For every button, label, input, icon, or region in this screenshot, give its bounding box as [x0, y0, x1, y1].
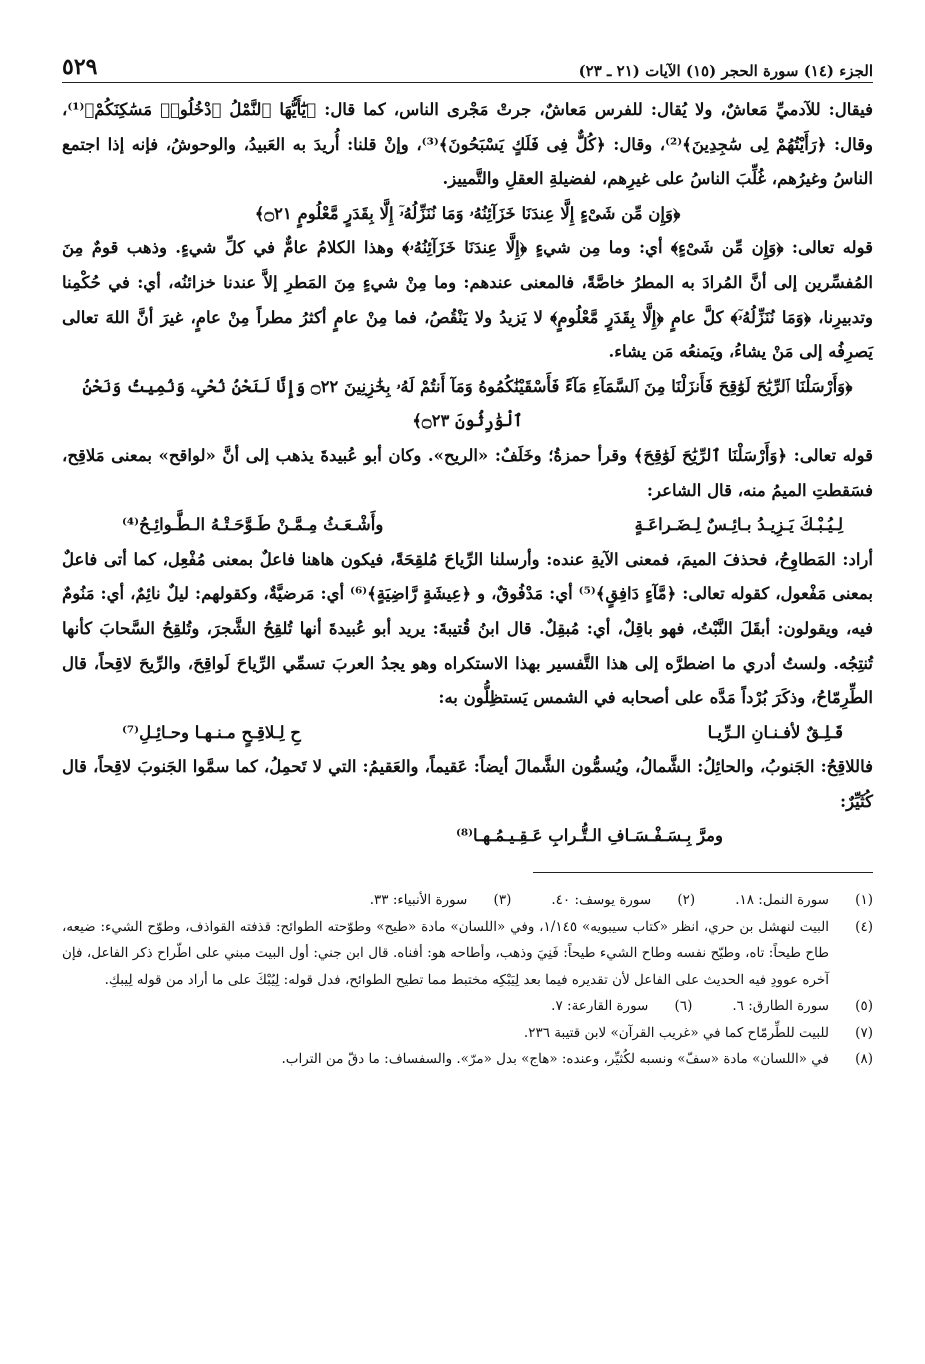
footnote-text: سورة القارعة: ٧.	[551, 998, 649, 1015]
footnote-text: في «اللسان» مادة «سفّ» ونسبه لكُثيِّر، وعنده: «هاج» بدل «مرّ». والسفساف: ما دقّ من التراب.	[281, 1051, 829, 1068]
footnote-1	[735, 887, 873, 914]
paragraph-3: قوله تعالى: ﴿وَأَرْسَلْنَا ٱلرِّيَٰحَ لَوَٰقِحَ﴾ وقرأ حمزةُ؛ وخَلَفٌ: «الريح». وكان أبو عُبيدةَ يذهب إلى أنَّ «لواقح» بمعنى مَلاقِح، فسَقطتِ الميمُ منه، قال الشاعر:	[62, 445, 873, 500]
footnote-number: (٨)	[855, 1051, 873, 1068]
footnote-text: البيت لنهشل بن حري، انظر «كتاب سيبويه» ١/١٤٥، وفي «اللسان» مادة «طيح» وطوّحته الطوائح: قذفته القواذف، وطوّح الشيء: ضيعه، طاح طيحاً: تاه، وطيّح نفسه وطاح الشيء طيحاً: فَنِيَ وذهب، وأطاحه هو: أفناه. قال ابن جني: أول البيت مبني على اطّراح ذكر الفاعل، فإن آخره عوودِ فيه الحديث على الفاعل لأن تقديره فيما بعد لِيَبْكِه مختبط مما تطيح الطوائح، فدل قوله: لِيُبْكَ على ما أراد من قوله لِيبكِ.	[62, 918, 829, 988]
paragraph-4: أراد: المَطاوِحُ، فحذفَ الميمَ، فمعنى الآيةِ عنده: وأرسلنا الرِّياحَ مُلقِحَةً، فيكون هاهنا فاعلٌ بمعنى مُفْعِل، كما أتى فاعلٌ بمعنى مَفْعول، كقوله تعالى: ﴿مَّآءٍ دَافِقٍ﴾⁽⁵⁾ أي: مَدْفُوقٌ، و ﴿عِيشَةٍ رَّاضِيَةٍ﴾⁽⁶⁾ أي: مَرضيَّةٌ، وكقولهم: ليلٌ نائِمٌ، أي: مَنُومٌ فيه، ويقولون: أبقَلَ النَّبْتُ، فهو باقِلٌ، أي: مُبقِلٌ. قال ابنُ قُتيبةَ: يريد أبو عُبيدةَ أنها تُلقِحُ الشَّجرَ، وتُلقِحُ السَّحابَ كأنها تُنتِجُه. ولستُ أدري ما اضطرَّه إلى هذا التَّفسير بهذا الاستكراه وهو يجدُ العربَ تسمِّي الرِّياحَ لَواقِحَ، والرِّيحَ لاقِحاً، قال الطِّرِمّاحُ، وذكَرَ بُرْداً مَدَّه على أصحابه في الشمس يَستظِلُّون به:	[62, 549, 873, 708]
footnotes	[62, 887, 873, 1073]
footnote-number: (٤)	[855, 918, 873, 935]
main-text	[62, 93, 873, 854]
quran-verse-21: ﴿وَإِن مِّن شَىْءٍ إِلَّا عِندَنَا خَزَآئِنُهُۥ وَمَا نُنَزِّلُهُۥٓ إِلَّا بِقَدَرٍ مَّعْلُومٍ ۝٢١﴾	[254, 203, 681, 223]
poem-couplet-2	[62, 716, 873, 751]
footnote-number: (٣)	[493, 892, 512, 909]
footnote-text: سورة الأنبياء: ٣٣.	[369, 892, 468, 909]
footnote-number: (٦)	[674, 998, 693, 1015]
running-head: الجزء (١٤) سورة الحجر (١٥) الآيات (٢١ ـ ٢٣)	[578, 62, 873, 80]
footnote-number: (٢)	[677, 892, 696, 909]
footnote-5	[732, 993, 873, 1020]
page-number: ٥٢٩	[62, 54, 98, 80]
footnote-row-1-3	[62, 887, 873, 914]
footnote-text: للبيت للطِّرمّاح كما في «غريب القرآن» لابن قتيبة ٢٣٦.	[523, 1024, 829, 1041]
poem-hemistich-second: وأَشْـعَـثُ مِـمَّـنْ طَـوَّحَـتْـهُ الـطَّـوائِـحُ⁽⁴⁾	[122, 515, 384, 535]
footnote-6	[551, 993, 692, 1020]
footnote-7	[62, 1020, 873, 1047]
footnote-4	[62, 914, 873, 994]
footnote-number: (٥)	[855, 998, 873, 1015]
footnote-text: سورة يوسف: ٤٠.	[551, 892, 652, 909]
footnote-text: سورة النمل: ١٨.	[735, 892, 829, 909]
footnote-number: (١)	[855, 892, 873, 909]
poem-couplet-1	[62, 508, 873, 543]
footnote-8	[62, 1046, 873, 1073]
page-header	[62, 46, 873, 83]
footnote-3	[370, 887, 512, 914]
footnote-number: (٧)	[855, 1024, 873, 1041]
paragraph-1: فيقال: للآدميِّ مَعاشٌ، ولا يُقال: للفرس مَعاشٌ، جرتْ مَجْرى الناس، كما قال: ﴿يَٰٓأَيُّهَا ٱلنَّمْلُ ٱدْخُلُوا۟ مَسَٰكِنَكُمْ﴾⁽¹⁾، وقال: ﴿رَأَيْتُهُمْ لِى سَٰجِدِينَ﴾⁽²⁾، وقال: ﴿كُلٌّ فِى فَلَكٍ يَسْبَحُونَ﴾⁽³⁾، وإنْ قلنا: أُريدَ به العَبيدُ، والوحوشُ، فإنه إذا اجتمع الناسُ وغيرُهم، غُلِّبَ الناسُ على غيرِهم، لفضيلةِ العقلِ والتَّمييز.	[62, 100, 873, 189]
poem-hemistich-second: حِ لِـلاقِـحٍ مـنـهـا وحـائِـلِ⁽⁷⁾	[122, 722, 301, 742]
poem-line-3: ومرَّ بِـسَـفْـسَـافِ الـتُّـرابِ عَـقِـيـمُـهـا⁽⁸⁾	[455, 826, 723, 846]
footnote-2	[551, 887, 695, 914]
footnote-row-5-6	[62, 993, 873, 1020]
page	[62, 46, 873, 1364]
paragraph-2: قوله تعالى: ﴿وَإِن مِّن شَىْءٍ﴾ أي: وما مِن شيءٍ ﴿إِلَّا عِندَنَا خَزَآئِنُهُۥ﴾ وهذا الكلامُ عامٌّ في كلِّ شيءٍ. وذهب قومٌ مِنَ المُفسِّرين إلى أنَّ المُرادَ به المطرُ خاصَّةً، فالمعنى عندهم: وما مِنْ شيءٍ مِنَ المَطرِ إلاَّ عندنا خزائنُه، أي: في حُكْمِنا وتدبيرِنا، ﴿وَمَا نُنَزِّلُهُۥٓ﴾ كلَّ عامٍ ﴿إِلَّا بِقَدَرٍ مَّعْلُومٍ﴾ لا يَزيدُ ولا يَنْقُصُ، فما مِنْ عامٍ أكثرُ مطراً مِنْ عامٍ، غيرَ أنَّ اللهَ تعالى يَصرِفُه إلى مَنْ يشاءُ، ويَمنعُه مَن يشاء.	[62, 238, 873, 362]
poem-hemistich-first: لِـيُـبْـكَ يَـزِيـدُ بـائِـسٌ لِـضَـراعَـةٍ	[634, 515, 843, 535]
footnote-text: سورة الطارق: ٦.	[732, 998, 829, 1015]
paragraph-5: فاللاقِحُ: الجَنوبُ، والحائِلُ: الشَّمالُ، ويُسمُّون الشَّمالَ أيضاً: عَقيماً، والعَقيمُ: التي لا تَحمِلُ، كما سمَّوا الجَنوبَ لاقِحاً، قال كُثَيِّرٌ:	[62, 757, 873, 811]
quran-verse-22-23: ﴿وَأَرْسَلْنَا ٱلرِّيَٰحَ لَوَٰقِحَ فَأَنزَلْنَا مِنَ ٱلسَّمَآءِ مَآءً فَأَسْقَيْنَٰكُمُوهُ وَمَآ أَنتُمْ لَهُۥ بِخَٰزِنِينَ ۝٢٢ وَإِنَّا لَنَحْنُ نُحْىِۦ وَنُمِيتُ وَنَحْنُ ٱلْوَٰرِثُونَ ۝٢٣﴾	[82, 376, 853, 431]
footnote-separator	[533, 872, 873, 873]
poem-hemistich-first: قَـلِـقٌ لأفـنـانِ الـرِّيـا	[707, 722, 843, 742]
